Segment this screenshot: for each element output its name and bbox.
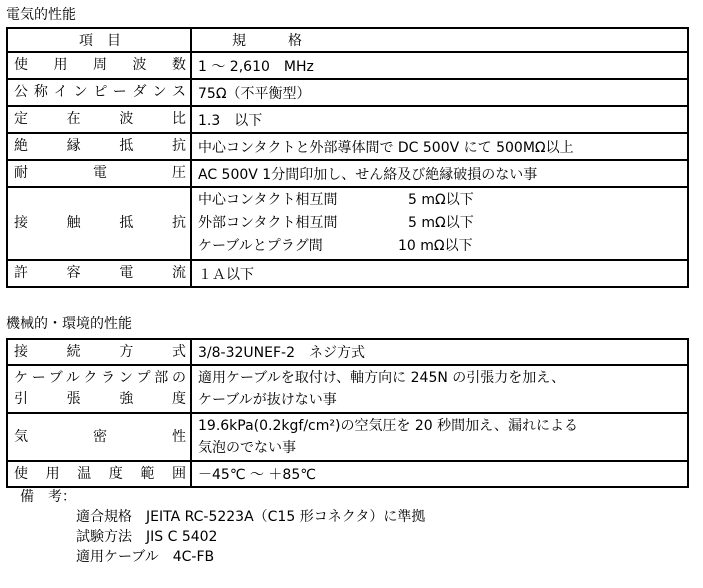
remarks-line: 試験方法 JIS C 5402	[76, 529, 218, 545]
table-header-row	[7, 28, 688, 52]
table-row	[7, 339, 688, 365]
table-row	[7, 106, 688, 133]
row-value: AC 500V 1分間印加し、せん絡及び絶縁破損のない事	[191, 160, 688, 187]
table-row	[7, 260, 688, 287]
remarks-line: 適合規格 JEITA RC-5223A（C15 形コネクタ）に準拠	[76, 509, 426, 525]
table-row	[7, 52, 688, 79]
contact-resistance-item: ケーブルとプラグ間	[198, 238, 323, 254]
contact-resistance-value: 10 mΩ以下	[398, 238, 473, 254]
electrical-spec-table	[6, 27, 689, 288]
row-label: 接触抵抗	[7, 187, 191, 260]
row-value: 75Ω（不平衡型）	[191, 79, 688, 106]
table-row	[7, 365, 688, 413]
row-value: 3/8-32UNEF-2 ネジ方式	[191, 339, 688, 365]
row-value: 1.3 以下	[191, 106, 688, 133]
contact-resistance-value: 5 mΩ以下	[408, 192, 474, 208]
contact-resistance-item: 中心コンタクト相互間	[198, 192, 338, 208]
row-label: 耐 電 圧	[7, 160, 191, 187]
row-value: 中心コンタクトと外部導体間で DC 500V にて 500MΩ以上	[191, 133, 688, 160]
row-label: 定在波比	[7, 106, 191, 133]
remarks-label: 備 考：	[20, 489, 76, 505]
table-row	[7, 413, 688, 461]
row-label: 公称インピーダンス	[7, 79, 191, 106]
table-row	[7, 133, 688, 160]
header-item: 項 目	[7, 28, 191, 52]
contact-resistance-values	[191, 187, 688, 260]
row-label: 許容電流	[7, 260, 191, 287]
row-value: １Ａ以下	[191, 260, 688, 287]
electrical-section-title: 電気的性能	[6, 7, 76, 23]
row-value: 19.6kPa(0.2kgf/cm²)の空気圧を 20 秒間加え、漏れによる 気泡のでない事	[191, 413, 688, 461]
contact-resistance-line	[198, 212, 681, 235]
row-label: 使用周波数	[7, 52, 191, 79]
row-label: 気 密 性	[7, 413, 191, 461]
row-label: 接続方式	[7, 339, 191, 365]
mechanical-section-title: 機械的・環境的性能	[6, 316, 132, 332]
row-value: 適用ケーブルを取付け、軸方向に 245N の引張力を加え、 ケーブルが抜けない事	[191, 365, 688, 413]
contact-resistance-line	[198, 189, 681, 212]
row-label: ケーブルクランプ部の 引張強度	[7, 365, 191, 413]
table-row	[7, 461, 688, 487]
contact-resistance-item: 外部コンタクト相互間	[198, 215, 338, 231]
row-label: 絶縁抵抗	[7, 133, 191, 160]
header-spec: 規 格	[191, 28, 688, 52]
contact-resistance-line	[198, 235, 681, 258]
row-label: 使用温度範囲	[7, 461, 191, 487]
remarks-line: 適用ケーブル 4C-FB	[76, 549, 215, 565]
table-row	[7, 187, 688, 260]
table-row	[7, 79, 688, 106]
mechanical-spec-table	[6, 338, 689, 488]
row-value: －45℃ ～ ＋85℃	[191, 461, 688, 487]
table-row	[7, 160, 688, 187]
remarks	[20, 487, 425, 567]
row-value: 1 ～ 2,610 MHz	[191, 52, 688, 79]
contact-resistance-value: 5 mΩ以下	[408, 215, 474, 231]
